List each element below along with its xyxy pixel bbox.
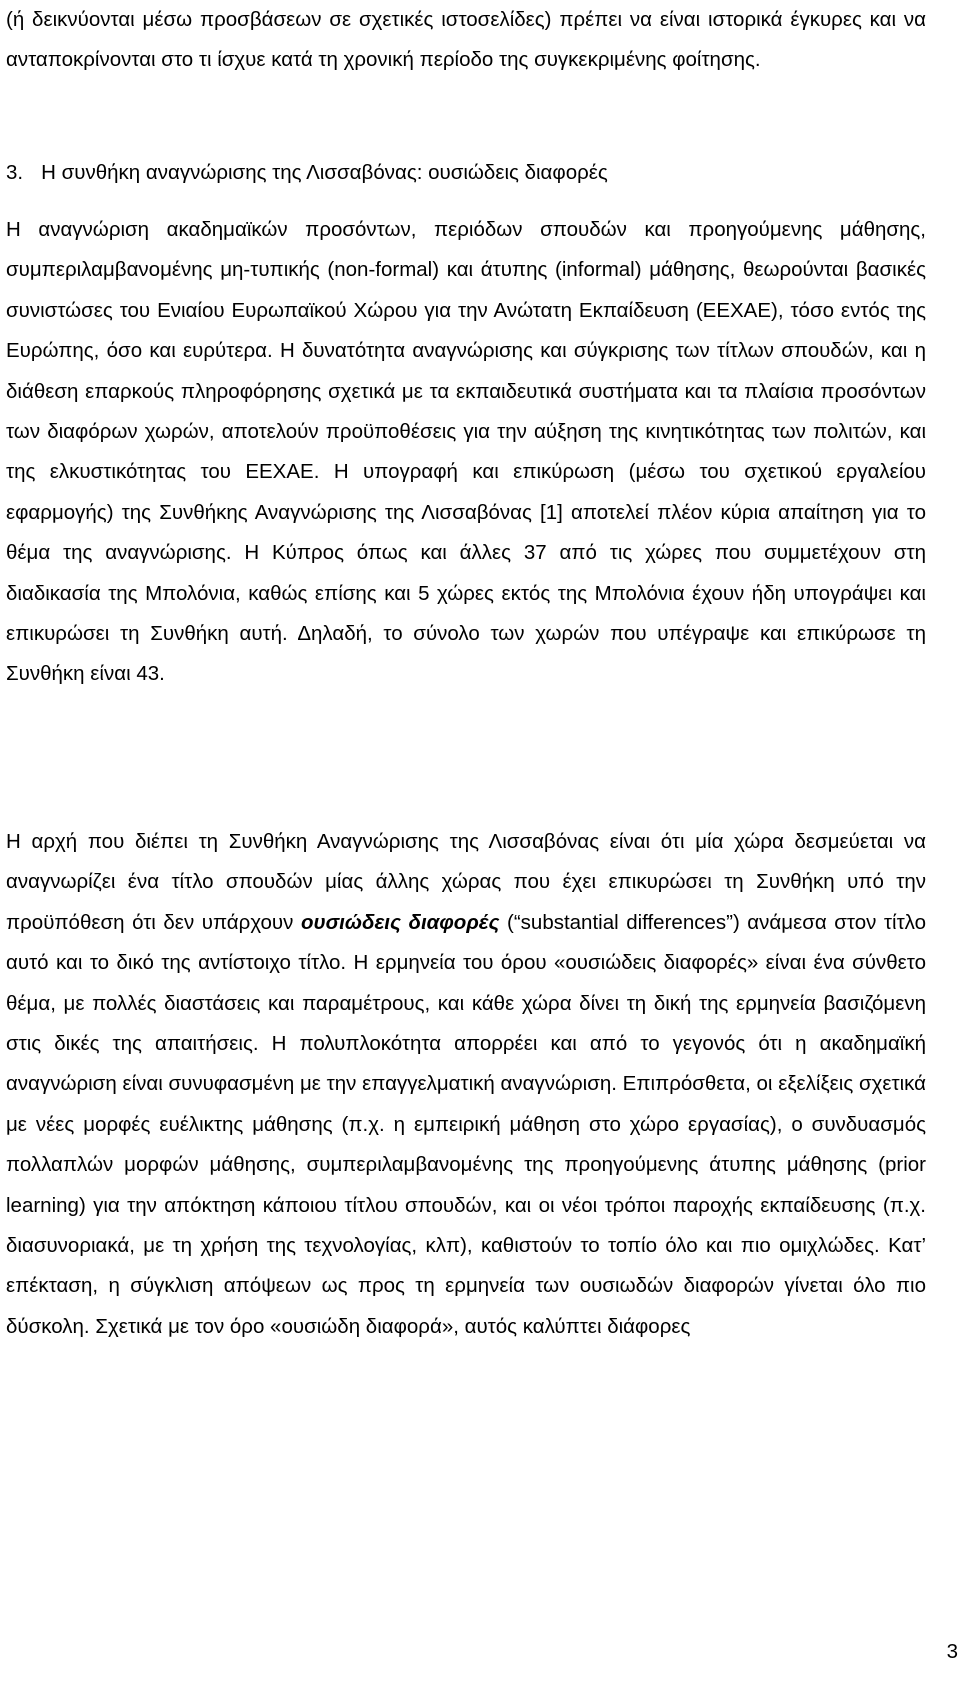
principle-paragraph bbox=[6, 822, 926, 1347]
principle-text-rest: (“substantial differences”) ανάμεσα στον τίτλο αυτό και το δικό της αντίστοιχο τίτλο. Η ερμηνεία του όρου «ουσιώδεις διαφορές» είναι ένα σύνθετο θέμα, με πολλές διαστάσεις και παραμέτρους, και κάθε χώρα δίνει τη δική της ερμηνεία βασιζόμενη στις δικές της απαιτήσεις. Η πολυπλοκότητα απορρέει και από το γεγονός ότι η ακαδημαϊκή αναγνώριση είναι συνυφασμένη με την επαγγελματική αναγνώριση. Επιπρόσθετα, οι εξελίξεις σχετικά με νέες μορφές ευέλικτης μάθησης (π.χ. η εμπειρική μάθηση στο χώρο εργασίας), ο συνδυασμός πολλαπλών μορφών μάθησης, συμπεριλαμβανομένης της προηγούμενης άτυπης μάθησης (prior learning) για την απόκτηση κάποιου τίτλου σπουδών, και οι νέοι τρόποι παροχής εκπαίδευσης (π.χ. διασυνοριακά, με τη χρήση της τεχνολογίας, κλπ), καθιστούν το τοπίο όλο και πιο ομιχλώδες. Κατ’ επέκταση, η σύγκλιση απόψεων ως προς τη ερμηνεία των ουσιωδών διαφορών γίνεται όλο πιο δύσκολη. Σχετικά με τον όρο «ουσιώδη διαφορά», αυτός καλύπτει διάφορες bbox=[6, 910, 927, 1338]
principle-text-start: Η αρχή που διέπει τη Συνθήκη Αναγνώρισης της Λισσαβόνας είναι ότι μία χώρα δεσμεύεται να αναγνωρίζει ένα τίτλο σπουδών μίας άλλης χώρας που έχει επικυρώσει τη Συνθήκη υπό την προϋπόθεση ότι δεν υπάρχουν bbox=[6, 830, 926, 934]
section-title: Η συνθήκη αναγνώρισης της Λισσαβόνας: ουσιώδεις διαφορές bbox=[41, 161, 608, 184]
recognition-paragraph: Η αναγνώριση ακαδημαϊκών προσόντων, περιόδων σπουδών και προηγούμενης μάθησης, συμπεριλαμβανομένης μη-τυπικής (non-formal) και άτυπης (informal) μάθησης, θεωρούνται βασικές συνιστώσες του Ενιαίου Ευρωπαϊκού Χώρου για την Ανώτατη Εκπαίδευση (ΕΕΧΑΕ), τόσο εντός της Ευρώπης, όσο και ευρύτερα. Η δυνατότητα αναγνώρισης και σύγκρισης των τίτλων σπουδών, και η διάθεση επαρκούς πληροφόρησης σχετικά με τα εκπαιδευτικά συστήματα και τα πλαίσια προσόντων των διαφόρων χωρών, αποτελούν προϋποθέσεις για την αύξηση της κινητικότητας των πολιτών, και της ελκυστικότητας του ΕΕΧΑΕ. Η υπογραφή και επικύρωση (μέσω του σχετικού εργαλείου εφαρμογής) της Συνθήκης Αναγνώρισης της Λισσαβόνας [1] αποτελεί πλέον κύρια απαίτηση για το θέμα της αναγνώρισης. Η Κύπρος όπως και άλλες 37 από τις χώρες που συμμετέχουν στη διαδικασία της Μπολόνια, καθώς επίσης και 5 χώρες εκτός της Μπολόνια έχουν ήδη υπογράψει και επικυρώσει τη Συνθήκη αυτή. Δηλαδή, το σύνολο των χωρών που υπέγραψε και επικύρωσε τη Συνθήκη είναι 43. bbox=[6, 218, 926, 686]
section-heading bbox=[6, 158, 608, 188]
continuation-paragraph: (ή δεικνύονται μέσω προσβάσεων σε σχετικές ιστοσελίδες) πρέπει να είναι ιστορικά έγκυρες και να ανταποκρίνονται στο τι ίσχυε κατά τη χρονική περίοδο της συγκεκριμένης φοίτησης. bbox=[6, 8, 926, 72]
emphasized-term: ουσιώδεις διαφορές bbox=[300, 910, 500, 934]
section-number: 3. bbox=[6, 161, 24, 184]
page-number: 3 bbox=[946, 1640, 958, 1663]
